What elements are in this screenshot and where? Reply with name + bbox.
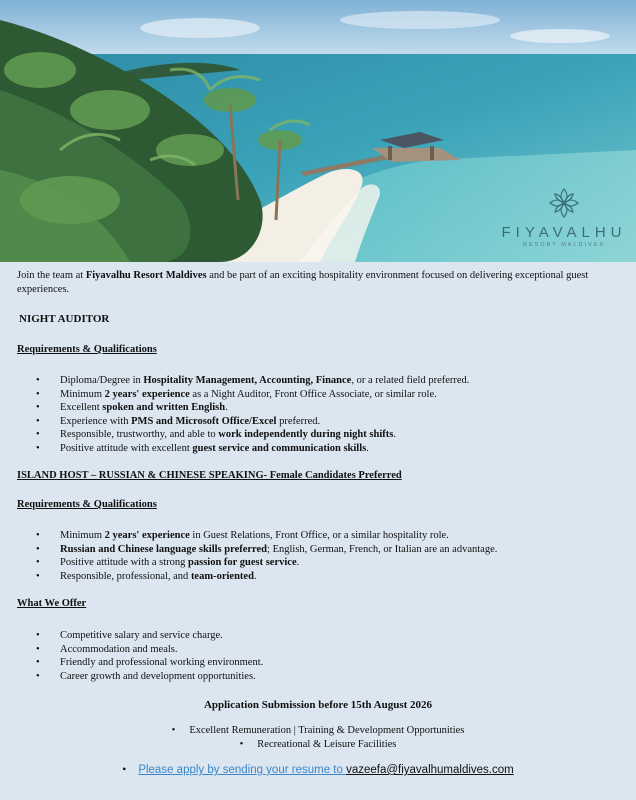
item-text: Friendly and professional working environment.: [60, 657, 264, 669]
benefit-text: Recreational & Leisure Facilities: [257, 739, 397, 750]
emphasis-text: guest service and communication skills: [192, 442, 367, 454]
what-we-offer-heading: What We Offer: [17, 598, 87, 609]
list-item: [0, 543, 620, 557]
item-text: .: [253, 570, 257, 582]
item-text: in Guest Relations, Front Office, or a similar hospitality role.: [189, 530, 449, 541]
emphasis-text: PMS and Microsoft Office/Excel: [131, 415, 277, 427]
item-text: ; English, German, French, or Italian are an advantage.: [267, 543, 498, 555]
list-item: [0, 442, 620, 456]
item-text: Positive attitude with excellent: [60, 442, 193, 454]
job-posting: [0, 262, 636, 800]
requirements-heading: Requirements & Qualifications: [17, 499, 157, 510]
emphasis-text: passion for guest service: [188, 557, 297, 569]
list-item: [0, 428, 620, 442]
emphasis-text: work independently during night shifts: [218, 429, 394, 441]
item-text: .: [366, 442, 369, 454]
hero-image: [0, 0, 636, 262]
item-text: Competitive salary and service charge.: [60, 630, 223, 641]
benefits-line-2: • Recreational & Leisure Facilities: [239, 739, 397, 750]
item-text: .: [296, 557, 300, 569]
emphasis-text: Hospitality Management, Accounting, Finance: [143, 375, 352, 386]
brand-name: FIYAVALHU: [501, 224, 627, 241]
item-text: , or a related field preferred.: [351, 375, 470, 386]
item-text: Minimum: [60, 530, 105, 541]
benefit-text: Excellent Remuneration | Training & Development Opportunities: [189, 725, 465, 736]
application-deadline: Application Submission before 15th August 2026: [203, 699, 433, 711]
emphasis-text: team-oriented: [190, 570, 254, 582]
list-item: [0, 388, 620, 402]
emphasis-text: spoken and written English: [102, 402, 226, 414]
resort-brand: [500, 186, 628, 248]
requirements-heading: Requirements & Qualifications: [17, 344, 157, 355]
item-text: .: [225, 402, 228, 414]
item-text: Experience with: [60, 415, 132, 427]
intro-text: and be part of an exciting hospitality environment focused on delivering exceptional guest experiences.: [17, 270, 589, 295]
list-item: [0, 556, 620, 570]
intro-paragraph: [17, 269, 617, 297]
offer-list: [0, 629, 620, 683]
list-item: [0, 529, 620, 543]
job-title-island-host: ISLAND HOST – RUSSIAN & CHINESE SPEAKING- Female Candidates Preferred: [17, 470, 402, 481]
lotus-logo-icon: [547, 186, 581, 220]
island-host-requirements-list: [0, 529, 620, 583]
emphasis-text: 2 years' experience: [104, 388, 190, 400]
list-item: [0, 415, 620, 429]
item-text: Minimum: [60, 388, 105, 400]
item-text: as a Night Auditor, Front Office Associate, or similar role.: [189, 388, 437, 400]
resort-name: Fiyavalhu Resort Maldives: [85, 270, 207, 281]
list-item: [0, 629, 620, 643]
list-item: [0, 643, 620, 657]
item-text: Career growth and development opportunities.: [60, 670, 256, 682]
list-item: [0, 570, 620, 584]
list-item: [0, 401, 620, 415]
apply-instruction: • Please apply by sending your resume to vazeefa@fiyavalhumaldives.com: [122, 764, 514, 776]
job-title-night-auditor: NIGHT AUDITOR: [19, 313, 110, 325]
item-text: .: [393, 429, 396, 441]
apply-link[interactable]: Please apply by sending your resume to: [138, 764, 347, 776]
night-auditor-requirements-list: [0, 374, 620, 456]
list-item: [0, 656, 620, 670]
email-link[interactable]: vazeefa@fiyavalhumaldives.com: [346, 764, 514, 776]
item-text: Responsible, trustworthy, and able to: [60, 429, 219, 441]
emphasis-text: 2 years' experience: [104, 530, 190, 541]
item-text: Positive attitude with a strong: [60, 557, 189, 569]
item-text: Accommodation and meals.: [60, 643, 178, 655]
list-item: [0, 374, 620, 388]
intro-text: Join the team at: [17, 270, 86, 281]
brand-subtitle: RESORT MALDIVES: [522, 242, 606, 248]
item-text: Excellent: [60, 402, 103, 414]
benefits-line-1: • Excellent Remuneration | Training & Development Opportunities: [171, 725, 465, 736]
item-text: Responsible, professional, and: [60, 570, 191, 582]
emphasis-text: Russian and Chinese language skills preferred: [60, 543, 268, 555]
item-text: Diploma/Degree in: [60, 375, 144, 386]
list-item: [0, 670, 620, 684]
item-text: preferred.: [276, 415, 321, 427]
